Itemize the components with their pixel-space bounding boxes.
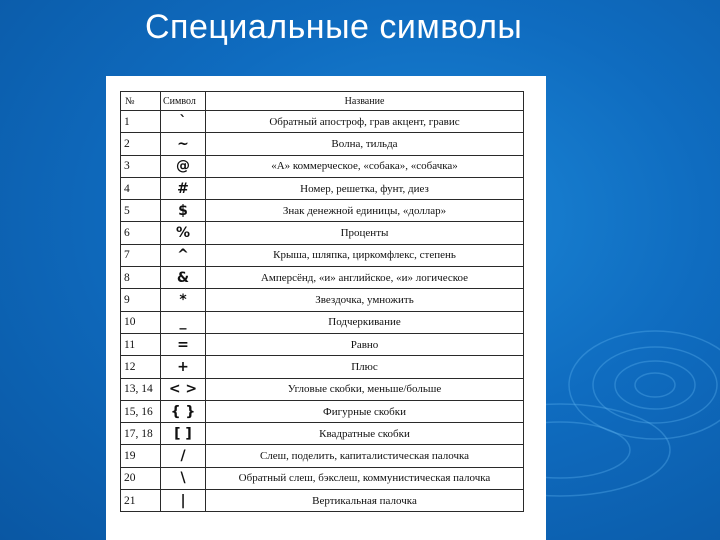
symbol-glyph: `	[161, 111, 206, 133]
symbol-name: Обратный слеш, бэкслеш, коммунистическая палочка	[206, 467, 524, 489]
header-symbol: Символ	[161, 92, 206, 111]
symbol-number: 9	[121, 289, 161, 311]
symbol-glyph: ^	[161, 244, 206, 266]
symbol-name: Крыша, шляпка, циркомфлекс, степень	[206, 244, 524, 266]
symbol-name: Плюс	[206, 356, 524, 378]
symbol-glyph: /	[161, 445, 206, 467]
symbol-glyph: [ ]	[161, 423, 206, 445]
symbol-name: Проценты	[206, 222, 524, 244]
table-row	[121, 445, 524, 467]
symbol-number: 17, 18	[121, 423, 161, 445]
symbol-name: Фигурные скобки	[206, 400, 524, 422]
symbol-number: 20	[121, 467, 161, 489]
symbol-number: 7	[121, 244, 161, 266]
symbol-name: Угловые скобки, меньше/больше	[206, 378, 524, 400]
symbol-name: Квадратные скобки	[206, 423, 524, 445]
symbol-glyph: { }	[161, 400, 206, 422]
table-row	[121, 177, 524, 199]
symbol-name: Номер, решетка, фунт, диез	[206, 177, 524, 199]
symbol-number: 11	[121, 333, 161, 355]
symbol-name: Волна, тильда	[206, 133, 524, 155]
symbol-name: Звездочка, умножить	[206, 289, 524, 311]
symbol-glyph: \	[161, 467, 206, 489]
symbol-name: Равно	[206, 333, 524, 355]
symbol-glyph: +	[161, 356, 206, 378]
table-row	[121, 311, 524, 333]
symbol-number: 5	[121, 200, 161, 222]
symbol-name: Обратный апостроф, грав акцент, гравис	[206, 111, 524, 133]
symbol-number: 13, 14	[121, 378, 161, 400]
symbol-glyph: _	[161, 311, 206, 333]
symbol-number: 3	[121, 155, 161, 177]
slide-title: Специальные символы	[145, 8, 523, 46]
symbol-glyph: @	[161, 155, 206, 177]
special-symbols-table	[120, 91, 524, 512]
symbol-glyph: ~	[161, 133, 206, 155]
symbol-number: 21	[121, 490, 161, 512]
symbol-number: 6	[121, 222, 161, 244]
table-row	[121, 467, 524, 489]
table-row	[121, 378, 524, 400]
symbol-name: Слеш, поделить, капиталистическая палочка	[206, 445, 524, 467]
symbol-glyph: $	[161, 200, 206, 222]
table-row	[121, 490, 524, 512]
table-body	[121, 111, 524, 512]
table-row	[121, 333, 524, 355]
symbol-glyph: %	[161, 222, 206, 244]
symbol-number: 10	[121, 311, 161, 333]
symbol-number: 8	[121, 267, 161, 289]
symbol-glyph: *	[161, 289, 206, 311]
symbol-name: Амперсёнд, «и» английское, «и» логическое	[206, 267, 524, 289]
table-row	[121, 200, 524, 222]
symbol-name: «А» коммерческое, «собака», «собачка»	[206, 155, 524, 177]
table-row	[121, 133, 524, 155]
symbol-name: Вертикальная палочка	[206, 490, 524, 512]
symbol-number: 2	[121, 133, 161, 155]
header-name: Название	[206, 92, 524, 111]
symbol-name: Знак денежной единицы, «доллар»	[206, 200, 524, 222]
table-row	[121, 400, 524, 422]
header-number: №	[121, 92, 161, 111]
symbol-number: 15, 16	[121, 400, 161, 422]
table-row	[121, 244, 524, 266]
symbol-glyph: =	[161, 333, 206, 355]
table-row	[121, 289, 524, 311]
symbol-glyph: < >	[161, 378, 206, 400]
symbol-number: 4	[121, 177, 161, 199]
table-row	[121, 222, 524, 244]
symbol-number: 12	[121, 356, 161, 378]
table-sheet	[106, 76, 546, 540]
symbol-name: Подчеркивание	[206, 311, 524, 333]
table-row	[121, 111, 524, 133]
table-row	[121, 356, 524, 378]
table-row	[121, 267, 524, 289]
symbol-glyph: #	[161, 177, 206, 199]
table-header-row	[121, 92, 524, 111]
table-row	[121, 423, 524, 445]
symbol-number: 19	[121, 445, 161, 467]
symbol-glyph: &	[161, 267, 206, 289]
table-row	[121, 155, 524, 177]
symbol-glyph: |	[161, 490, 206, 512]
symbol-number: 1	[121, 111, 161, 133]
